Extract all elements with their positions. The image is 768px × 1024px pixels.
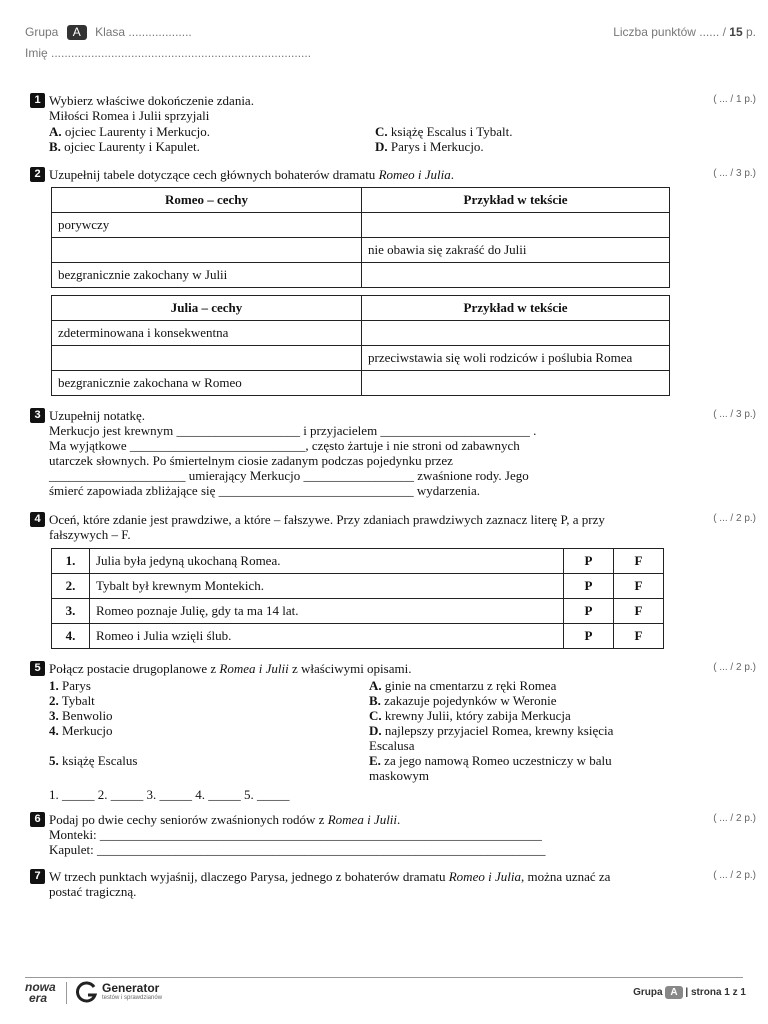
false-option[interactable]: F [614,624,664,649]
question-points-3: ( ... / 3 p.) [713,409,756,420]
statement: Tybalt był krewnym Montekich. [90,574,564,599]
table-header: Przykład w tekście [362,188,670,213]
q6-text: Podaj po dwie cechy seniorów zwaśnionych rodów z [49,812,328,827]
question-points-5: ( ... / 2 p.) [713,662,756,673]
true-option[interactable]: P [564,549,614,574]
footer-group-label: Grupa [633,987,663,998]
table-row [52,371,670,396]
table-row [52,574,664,599]
list-item [369,738,613,753]
table-cell: bezgranicznie zakochany w Julii [52,263,362,288]
question-number-1: 1 [30,93,45,108]
points-unit: p. [745,25,756,39]
item-text: Benwolio [58,708,113,723]
table-header: Przykład w tekście [362,296,670,321]
q5-answers[interactable]: 1. _____ 2. _____ 3. _____ 4. _____ 5. _____ [49,787,290,802]
q2-text-end: . [450,167,455,182]
table-header-row [52,296,670,321]
question-points-4: ( ... / 2 p.) [713,513,756,524]
q5-characters [49,678,137,768]
points-max: 15 [729,25,743,39]
q5-title: Romea i Julii [219,661,289,676]
question-number-2: 2 [30,167,45,182]
q1-option-c-text: książę Escalus i Tybalt. [387,124,513,139]
question-3 [49,408,536,498]
list-item [49,678,137,693]
table-row [52,624,664,649]
item-key: A. [369,678,382,693]
question-number-3: 3 [30,408,45,423]
footer-logo-divider [66,982,67,1004]
table-row [52,263,670,288]
item-key: C. [369,708,382,723]
q1-option-d-key: D. [375,139,388,154]
nowa-era-logo [25,982,56,1004]
generator-logo [76,981,98,1010]
q1-stem: Miłości Romea i Julii sprzyjali [49,108,210,123]
question-number-4: 4 [30,512,45,527]
points-label: Liczba punktów ...... / [613,25,726,39]
julia-traits-table [51,295,670,396]
q1-option-a-text: ojciec Laurenty i Merkucjo. [61,124,210,139]
item-key: 2. [49,693,59,708]
list-item [369,708,613,723]
q1-option-a [49,124,210,139]
footer-group-badge: A [665,986,682,999]
q3-line: Ma wyjątkowe ___________________________, często żartuje i nie stroni od zabawnych [49,438,520,453]
table-header: Romeo – cechy [52,188,362,213]
q4-instruction: Oceń, które zdanie jest prawdziwe, a które – fałszywe. Przy zdaniach prawdziwych zaznacz literę P, a przy [49,512,605,527]
table-cell: porywczy [52,213,362,238]
table-cell: zdeterminowana i konsekwentna [52,321,362,346]
footer-page-number: | strona 1 z 1 [685,987,746,998]
item-key: 1. [49,678,59,693]
item-text: Tybalt [58,693,95,708]
item-text: książę Escalus [58,753,138,768]
item-key: B. [369,693,381,708]
q1-option-c [375,124,513,139]
q7-title: Romeo i Julia [448,869,521,884]
q5-descriptions [369,678,613,783]
header-group-line [25,25,192,40]
item-key: 3. [49,708,59,723]
table-row [52,599,664,624]
question-points-6: ( ... / 2 p.) [713,813,756,824]
false-option[interactable]: F [614,549,664,574]
question-number-6: 6 [30,812,45,827]
list-item [49,693,137,708]
q1-option-a-key: A. [49,124,62,139]
q2-title: Romeo i Julia [378,167,451,182]
q3-line: Merkucjo jest krewnym ___________________ i przyjacielem _______________________ . [49,423,537,438]
generator-title: Generator [102,981,160,995]
table-cell: nie obawia się zakraść do Julii [362,238,670,263]
question-points-1: ( ... / 1 p.) [713,94,756,105]
list-item [369,723,613,738]
item-text: ginie na cmentarzu z ręki Romea [381,678,557,693]
table-row [52,549,664,574]
monteki-field[interactable]: Monteki: ____________________________________________________________________ [49,827,542,842]
item-key: 5. [49,753,59,768]
question-points-7: ( ... / 2 p.) [713,870,756,881]
q1-option-c-key: C. [375,124,388,139]
kapulet-field[interactable]: Kapulet: _____________________________________________________________________ [49,842,546,857]
list-item [49,723,137,738]
table-cell [362,263,670,288]
question-number-7: 7 [30,869,45,884]
list-item [369,678,613,693]
footer-page-info [633,986,746,999]
q6-instruction [49,812,546,827]
true-option[interactable]: P [564,574,614,599]
table-cell [362,321,670,346]
q5-text: Połącz postacie drugoplanowe z [49,661,220,676]
q3-line: Uzupełnij notatkę. [49,408,146,423]
false-option[interactable]: F [614,599,664,624]
q1-option-d [375,139,484,154]
table-cell [362,371,670,396]
table-header: Julia – cechy [52,296,362,321]
table-row [52,346,670,371]
q7-instruction-cont: postać tragiczną. [49,884,137,899]
q3-line: utarczek słownych. Po śmiertelnym ciosie zadanym podczas pojedynku przez [49,453,453,468]
item-text: Merkucjo [58,723,113,738]
group-label: Grupa [25,25,59,39]
question-7 [49,869,610,899]
list-item [49,753,137,768]
q1-option-b [49,139,200,154]
q3-line: śmierć zapowiada zbliżające się ______________________________ wydarzenia. [49,483,481,498]
item-text: najlepszy przyjaciel Romea, krewny księcia [381,723,614,738]
generator-subtitle: testów i sprawdzianów [102,995,163,1001]
item-key: E. [369,753,381,768]
item-text: Parys [58,678,91,693]
question-6 [49,812,546,857]
row-number: 3. [52,599,90,624]
question-1 [49,93,254,123]
q1-option-b-key: B. [49,139,61,154]
statement: Julia była jedyną ukochaną Romea. [90,549,564,574]
list-item [369,693,613,708]
name-field: Imię .............................................................................. [25,46,312,60]
item-text: za jego namową Romeo uczestniczy w balu [380,753,612,768]
q1-option-b-text: ojciec Laurenty i Kapulet. [60,139,200,154]
table-header-row [52,188,670,213]
q5-instruction [49,661,411,676]
list-item [369,753,613,768]
logo-nowa: nowa [25,980,56,994]
q7-text-end: , można uznać za [520,869,611,884]
list-item [369,768,613,783]
list-item [49,708,137,723]
row-number: 4. [52,624,90,649]
generator-g-icon [76,981,98,1005]
item-key: 4. [49,723,59,738]
false-option[interactable]: F [614,574,664,599]
group-badge: A [67,25,87,40]
q2-text: Uzupełnij tabele dotyczące cech głównych bohaterów dramatu [49,167,379,182]
question-4 [49,512,605,542]
true-option[interactable]: P [564,624,614,649]
true-false-table [51,548,664,649]
item-text: Escalusa [369,738,415,753]
q7-text: W trzech punktach wyjaśnij, dlaczego Parysa, jednego z bohaterów dramatu [49,869,449,884]
statement: Romeo i Julia wzięli ślub. [90,624,564,649]
q4-instruction-cont: fałszywych – F. [49,527,131,542]
q3-line: _____________________ umierający Merkucjo _________________ zwaśnione rody. Jego [49,468,529,483]
q7-instruction [49,869,610,884]
table-cell [52,346,362,371]
q1-instruction: Wybierz właściwe dokończenie zdania. [49,93,254,108]
item-text: krewny Julii, który zabija Merkucja [381,708,571,723]
row-number: 1. [52,549,90,574]
table-cell: przeciwstawia się woli rodziców i poślubia Romea [362,346,670,371]
table-cell [52,238,362,263]
true-option[interactable]: P [564,599,614,624]
question-number-5: 5 [30,661,45,676]
q1-option-d-text: Parys i Merkucjo. [387,139,484,154]
class-field: Klasa ................... [95,25,192,39]
item-text: maskowym [369,768,429,783]
q5-text-end: z właściwymi opisami. [288,661,412,676]
romeo-traits-table [51,187,670,288]
item-text: zakazuje pojedynków w Weronie [380,693,557,708]
table-row [52,238,670,263]
table-cell: bezgranicznie zakochana w Romeo [52,371,362,396]
q6-title: Romea i Julii [327,812,398,827]
logo-era: era [29,991,48,1005]
table-cell [362,213,670,238]
points-total [613,25,756,39]
item-key: D. [369,723,382,738]
q6-text-end: . [397,812,401,827]
q2-instruction [49,167,454,182]
statement: Romeo poznaje Julię, gdy ta ma 14 lat. [90,599,564,624]
question-points-2: ( ... / 3 p.) [713,168,756,179]
row-number: 2. [52,574,90,599]
table-row [52,213,670,238]
footer-divider [25,977,743,978]
table-row [52,321,670,346]
